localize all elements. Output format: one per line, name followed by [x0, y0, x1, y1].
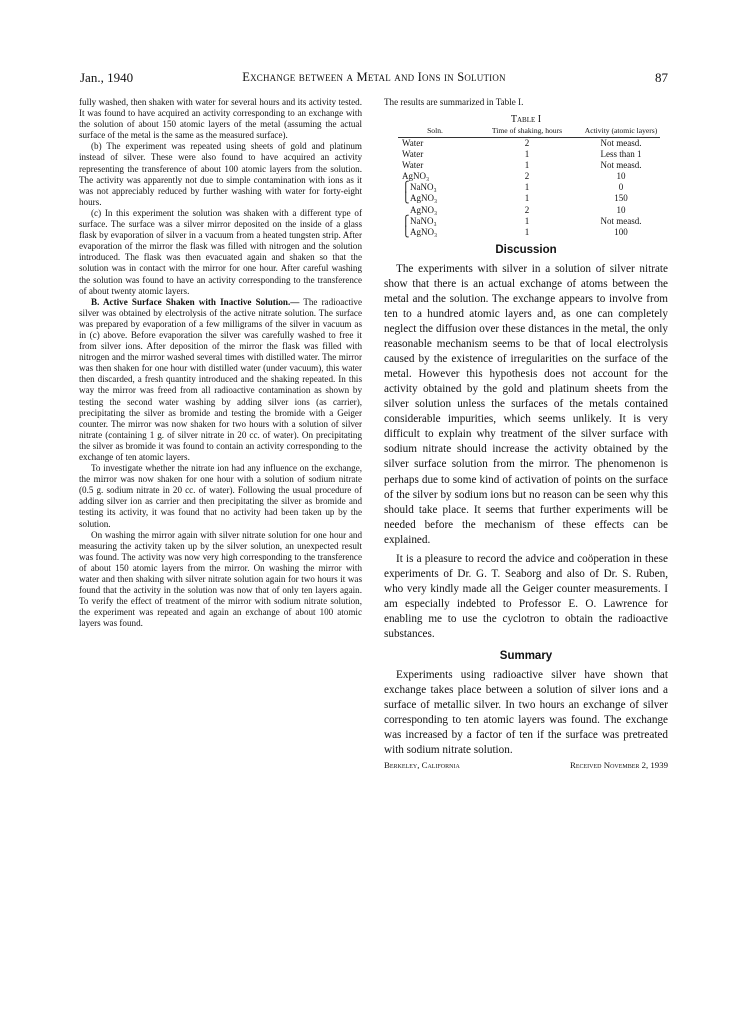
cell-activity: Not measd.: [600, 215, 642, 226]
brace-glyph: ⎧: [402, 182, 410, 194]
cell-solution: Water: [402, 160, 424, 171]
cell-solution-text: AgNO₃: [410, 193, 438, 204]
cell-time: 1: [524, 182, 530, 193]
paragraph: (b) The experiment was repeated using sheets of gold and platinum instead of silver. These were also found to have acquired an activity representing the transference of about 100 atomic layers from the solution. The activity was apparently not due to simple contamination with ions as it was not appreciably reduced by further washing with water for forty-eight hours.: [79, 141, 362, 207]
cell-time: 1: [524, 193, 530, 204]
subsection-heading: B. Active Surface Shaken with Inactive Solution.—: [91, 296, 300, 307]
running-header: [80, 70, 668, 90]
cell-solution-text: NaNO₃: [410, 215, 437, 226]
page-number: 87: [655, 70, 668, 85]
cell-solution: [398, 193, 472, 204]
table-intro: The results are summarized in Table I.: [384, 97, 524, 107]
right-column: [384, 97, 668, 770]
table-row: [398, 205, 660, 216]
cell-activity: Not measd.: [600, 138, 642, 148]
paragraph-section-b: [79, 297, 362, 463]
cell-solution-text: AgNO₃: [410, 204, 438, 215]
cell-activity: 10: [616, 171, 626, 182]
paragraph: On washing the mirror again with silver nitrate solution for one hour and measuring the activity taken up by the silver solution, an unexpected result was found. The activity was now very high corresponding to the transference of about 150 atomic layers from the mirror. On washing the mirror with water and then shaking with silver nitrate solution again for two hours it was found that the activity in the solution was now that of only ten layers again. To verify the effect of treatment of the mirror with sodium nitrate solution, the experiment was repeated and again an exchange of about 100 atomic layers was found.: [79, 529, 362, 629]
cell-activity: 100: [614, 226, 628, 237]
cell-activity: 0: [618, 182, 624, 193]
table-row: [398, 160, 660, 171]
cell-solution: [398, 216, 472, 227]
paragraph: fully washed, then shaken with water for several hours and its activity tested. It was found to have acquired an activity corresponding to an exchange with the solution of about 150 atomic layers of the metal (assuming the actual surface of the metal is the same as the measured surface).: [79, 97, 362, 141]
cell-solution: [398, 227, 472, 238]
cell-activity: 10: [616, 204, 626, 215]
table-header-activity: Activity (atomic layers): [582, 127, 660, 138]
paragraph: (c) In this experiment the solution was shaken with a different type of surface. The surface was a silver mirror deposited on the inside of a glass flask by evaporation of silver in a vacuum from a heated tungsten strip. After evaporation of the mirror the flask was filled with nitrogen and the solution introduced. The flask was then evacuated again and shaken so that the solution was in contact with the mirror for one hour. After careful washing the solution was found to have an activity corresponding to the transference of about twenty atomic layers.: [79, 207, 362, 296]
cell-activity: Not measd.: [600, 160, 642, 171]
byline-location: Berkeley, California: [384, 760, 460, 771]
header-title: Exchange between a Metal and Ions in Solution: [242, 70, 506, 84]
table-row: [398, 149, 660, 160]
paragraph: To investigate whether the nitrate ion had any influence on the exchange, the mirror was now shaken for one hour with a solution of sodium nitrate (0.5 g. sodium nitrate in 20 cc. of water). Following the usual procedure of adding silver ion as carrier and then precipitating the silver as bromide and testing its activity, it was found that no activity had been taken up by the solution.: [79, 463, 362, 529]
table-row: [398, 216, 660, 227]
byline-received: Received November 2, 1939: [569, 760, 668, 771]
table-header-time: Time of shaking, hours: [472, 127, 582, 138]
header-date: Jan., 1940: [80, 70, 134, 85]
cell-solution: [398, 205, 472, 216]
cell-time: 2: [524, 204, 530, 215]
summary-paragraph: Experiments using radioactive silver have shown that exchange takes place between a solution of silver ions and a surface of metallic silver. In two hours an exchange of silver corresponding to ten atomic layers was found. The exchange was increased by a factor of ten if the surface was pretreated with sodium nitrate solution.: [384, 669, 668, 757]
cell-time: 1: [524, 160, 530, 171]
left-column: [79, 97, 362, 630]
cell-solution: AgNO₃: [402, 171, 430, 182]
cell-time: 2: [524, 171, 530, 182]
table-row: [398, 138, 660, 150]
cell-solution: [398, 182, 472, 193]
table-row: [398, 171, 660, 182]
brace-glyph: ⎧: [402, 215, 410, 227]
paragraph-text: The radioactive silver was obtained by electrolysis of the active nitrate solution. The surface was prepared by evaporation of a few milligrams of the silver in vacuum as in (c) above. Before evaporation the silver was carefully washed to free it from silver ions. After deposition of the mirror the flask was filled with nitrogen and the mirror washed several times with distilled water. The mirror was then shaken for one hour with distilled water (under vacuum), this water then discarded, a fresh quantity introduced and the shaking repeated. In this way the mirror was freed from all radioactive contamination as shown by testing the second water washing by adding silver ions (as carrier), precipitating the silver as bromide and testing the bromide with a Geiger counter. The mirror was now shaken for two hours with a solution of silver nitrate (containing 1 g. of silver nitrate in 20 cc. of water). On precipitating the silver as bromide it was found to contain an activity corresponding to the exchange of ten atomic layers.: [79, 296, 363, 462]
table-row: [398, 182, 660, 193]
cell-solution-text: NaNO₃: [410, 182, 437, 193]
discussion-heading: Discussion: [495, 243, 557, 256]
table-header-solution: Soln.: [398, 127, 472, 138]
discussion-paragraph: The experiments with silver in a solution of silver nitrate show that there is an actual exchange of atoms between the metal and the solution. The exchange appears to involve from ten to a hundred atomic layers and, as one can completely neglect the diffusion over these distances in the metal, the only reasonable mechanism seems to be that of local electrolysis caused by the existence of irregularities on the surface of the metal. However this hypothesis does not account for the activity obtained by the gold and platinum sheets from the silver solution unless the surfaces of the metals contained considerable impurities, which seems unlikely. It is very difficult to explain why treatment of the silver surface with sodium nitrate should increase the activity obtained by the silver surface solution from the mirror. The phenomenon is perhaps due to some kind of activation of points on the surface of the silver by sodium ions but no reason can be seen why this should take place. It seems that further experiments will be needed before the mechanism of these effects can be explained.: [384, 262, 668, 546]
cell-activity: 150: [614, 193, 628, 204]
summary-heading: Summary: [499, 650, 553, 663]
cell-time: 2: [524, 138, 530, 148]
byline: [384, 760, 668, 770]
results-table: [398, 127, 660, 238]
table-row: [398, 227, 660, 238]
cell-solution: Water: [402, 138, 424, 148]
cell-solution: Water: [402, 149, 424, 160]
cell-solution-text: AgNO₃: [410, 226, 438, 237]
cell-time: 1: [524, 226, 530, 237]
brace-glyph: ⎩: [402, 193, 410, 205]
table-row: [398, 193, 660, 204]
table-title: Table I: [510, 114, 542, 125]
brace-glyph: ⎩: [402, 226, 410, 238]
cell-time: 1: [524, 215, 530, 226]
cell-activity: Less than 1: [600, 149, 642, 160]
cell-time: 1: [524, 149, 530, 160]
acknowledgment-paragraph: It is a pleasure to record the advice and coöperation in these experiments of Dr. G. T. Seaborg and also of Dr. S. Ruben, who very kindly made all the Geiger counter measurements. I am especially indebted to Professor E. O. Lawrence for enabling me to use the cyclotron to obtain the radioactive substances.: [384, 552, 668, 640]
